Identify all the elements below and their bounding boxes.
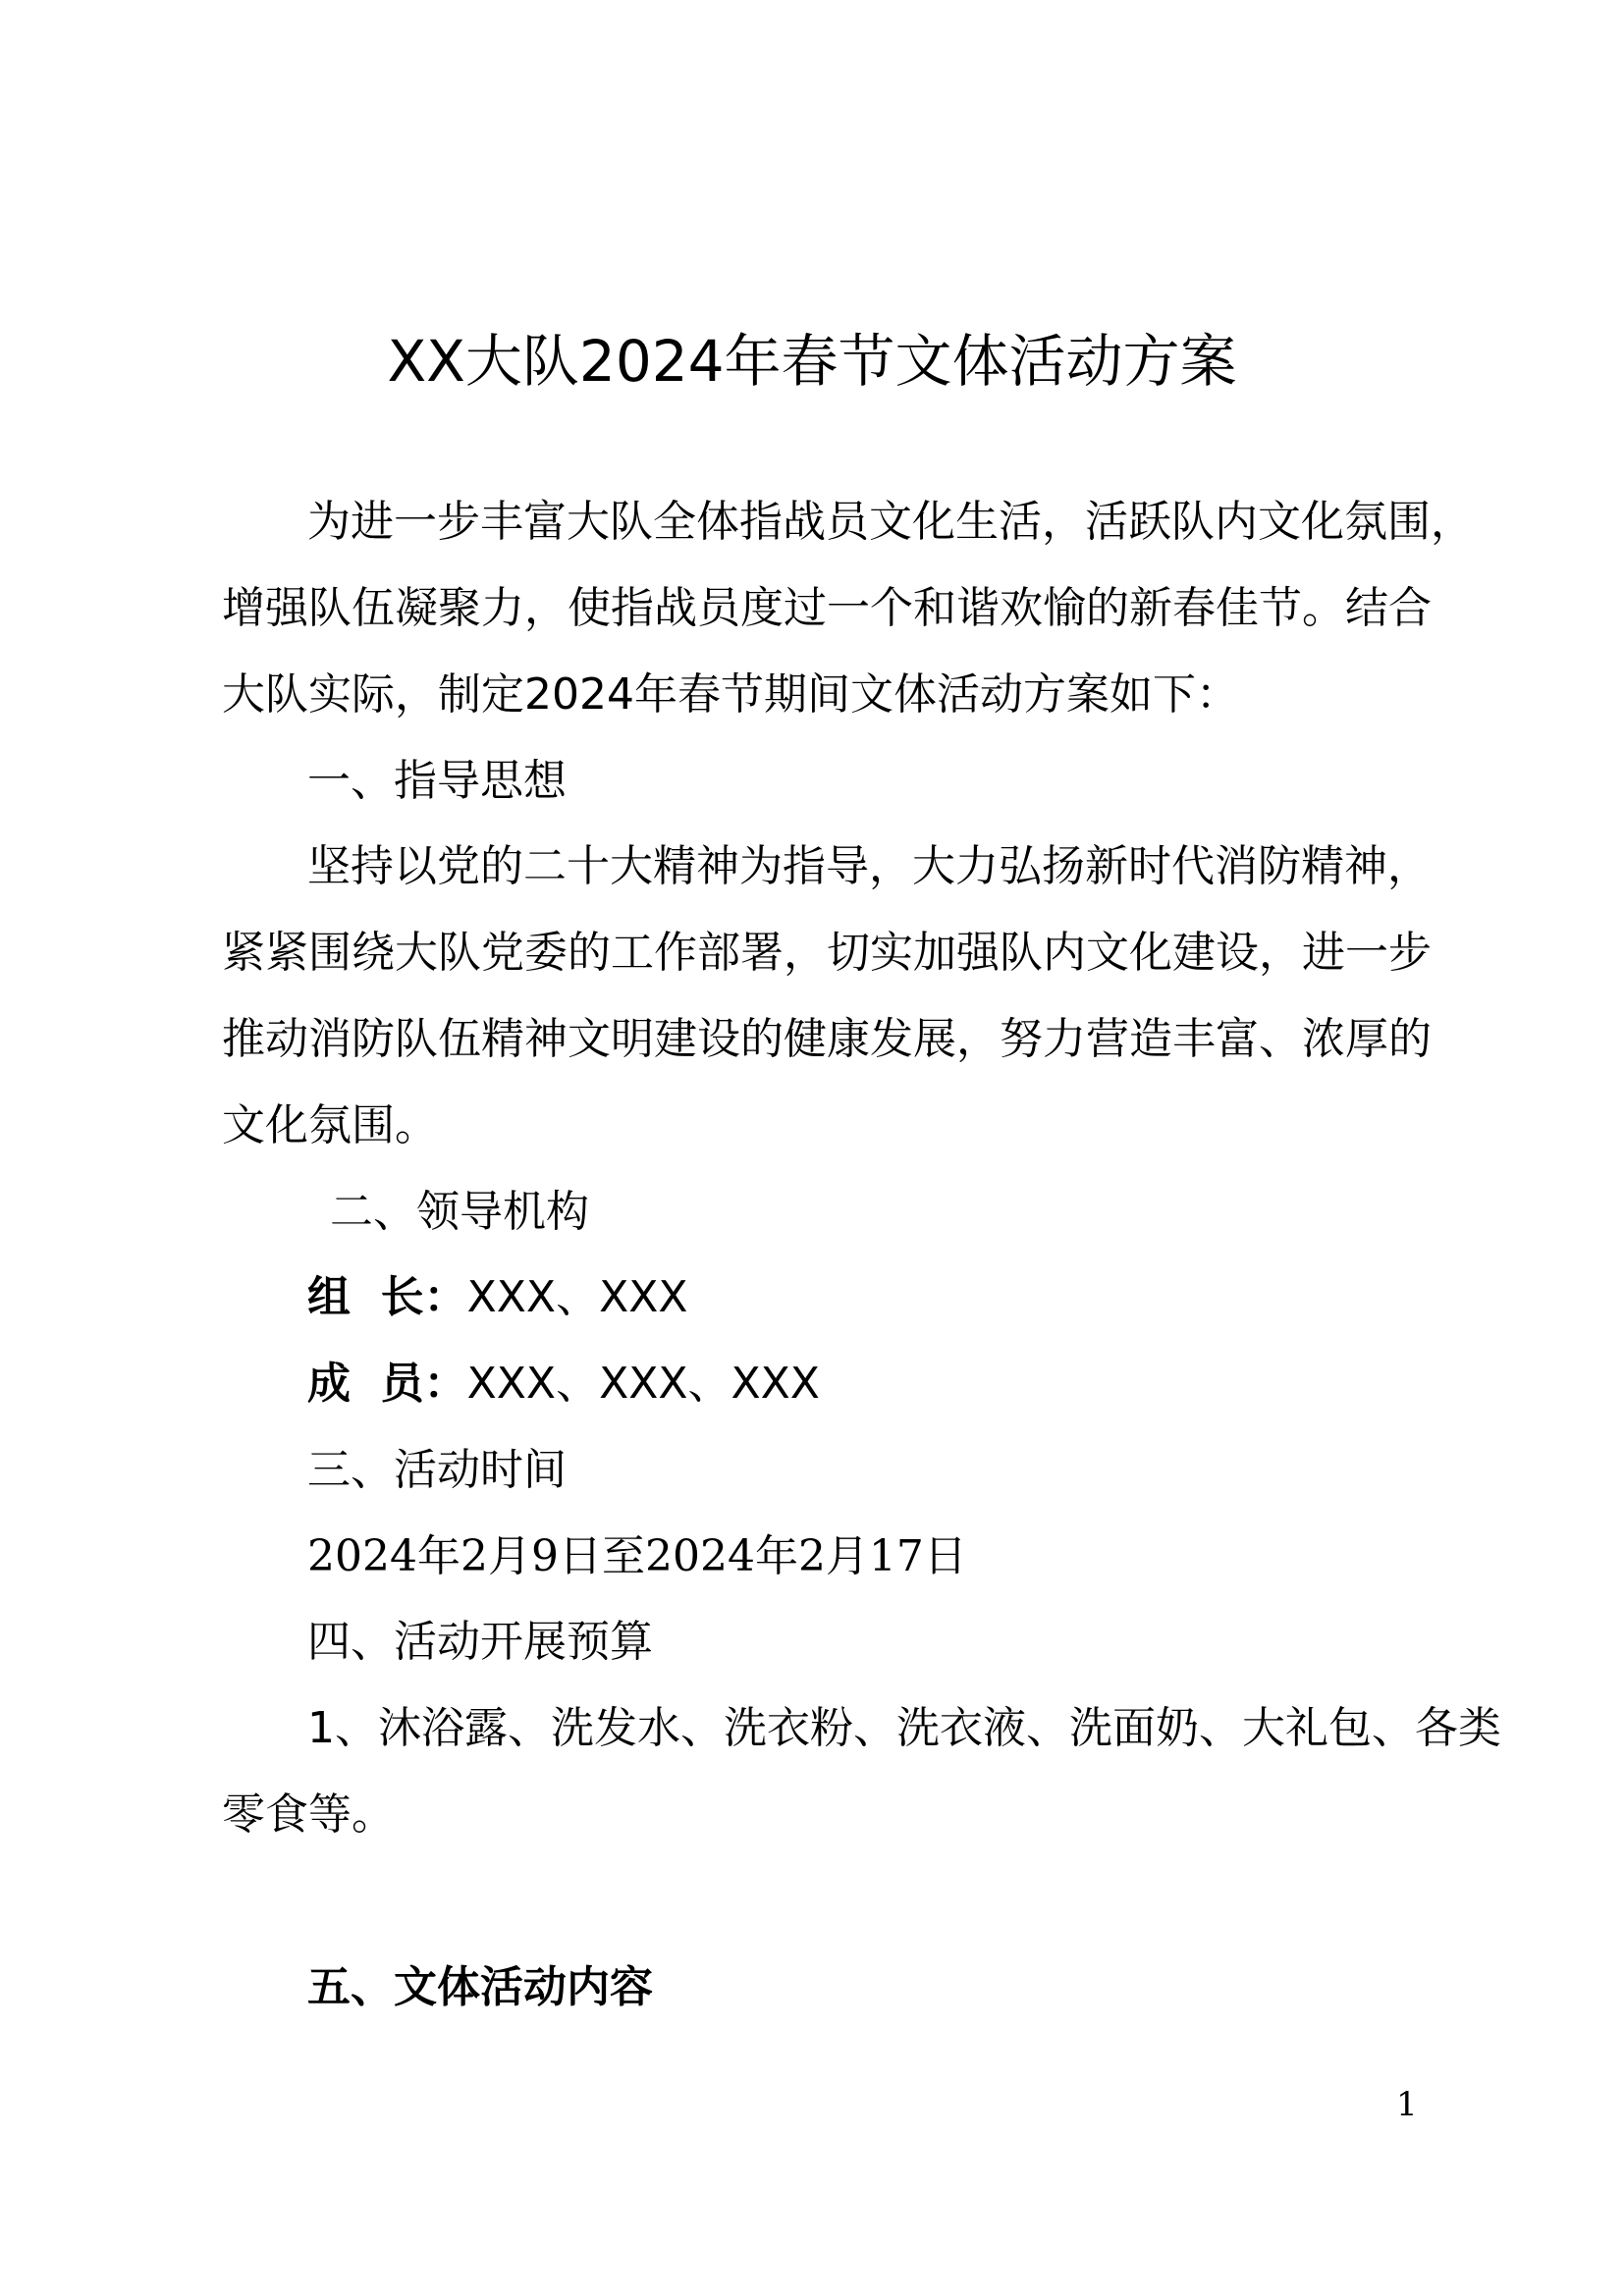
section-1-line-3: 推动消防队伍精神文明建设的健康发展，努力营造丰富、浓厚的 (222, 1014, 1432, 1064)
intro-line-3: 大队实际，制定2024年春节期间文体活动方案如下： (222, 669, 1239, 720)
document-title: XX大队2024年春节文体活动方案 (387, 328, 1237, 395)
budget-item-1-line-2: 零食等。 (222, 1789, 395, 1840)
page-number: 1 (1396, 2085, 1418, 2124)
intro-line-1: 为进一步丰富大队全体指战员文化生活，活跃队内文化氛围， (307, 497, 1474, 547)
leader-label: 组 长： (307, 1272, 467, 1322)
intro-line-2: 增强队伍凝聚力，使指战员度过一个和谐欢愉的新春佳节。结合 (222, 583, 1432, 633)
budget-item-1-line-1: 1、沐浴露、洗发水、洗衣粉、洗衣液、洗面奶、大礼包、各类 (307, 1703, 1501, 1753)
section-1-line-4: 文化氛围。 (222, 1100, 438, 1150)
section-1-heading: 一、指导思想 (307, 756, 567, 806)
leader-value: XXX、XXX (466, 1272, 688, 1322)
activity-dates: 2024年2月9日至2024年2月17日 (307, 1531, 967, 1581)
member-label: 成 员： (307, 1359, 467, 1409)
member-value: XXX、XXX、XXX (466, 1359, 820, 1409)
section-5-heading: 五、文体活动内容 (307, 1962, 653, 2012)
section-1-line-1: 坚持以党的二十大精神为指导，大力弘扬新时代消防精神， (307, 841, 1431, 891)
leader-row (307, 1268, 688, 1327)
section-2-heading: 二、领导机构 (330, 1187, 589, 1237)
section-3-heading: 三、活动时间 (307, 1445, 567, 1495)
section-1-line-2: 紧紧围绕大队党委的工作部署，切实加强队内文化建设，进一步 (222, 928, 1432, 978)
member-row (307, 1355, 820, 1414)
section-4-heading: 四、活动开展预算 (307, 1617, 653, 1667)
